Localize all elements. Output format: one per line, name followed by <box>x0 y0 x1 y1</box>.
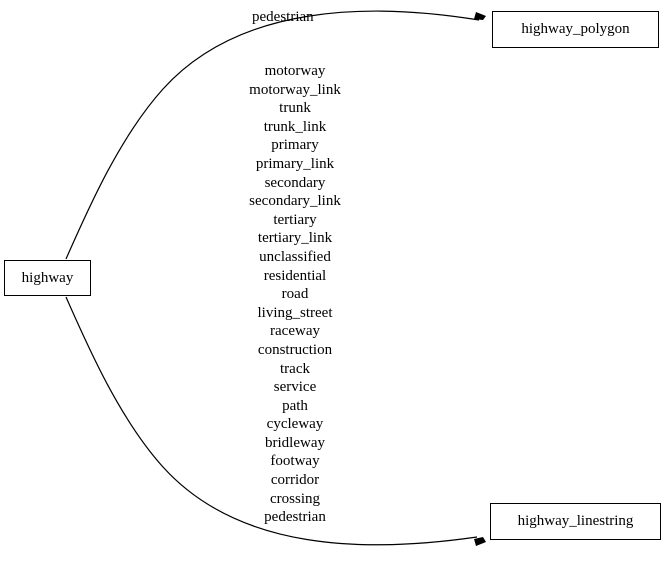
edge-label-item: track <box>280 360 310 377</box>
arrowhead-highway-linestring <box>474 537 486 546</box>
arrowhead-highway-polygon <box>474 12 486 20</box>
edge-label-item: unclassified <box>259 248 331 265</box>
edge-label-item: secondary <box>264 174 326 191</box>
edge-label-item: trunk_link <box>263 118 327 135</box>
edge-label-item: tertiary <box>273 211 317 228</box>
edge-label-item: path <box>282 397 308 414</box>
node-highway-linestring[interactable] <box>490 503 661 540</box>
edge-label-pedestrian <box>252 10 314 25</box>
edge-label-item: service <box>273 379 317 396</box>
edge-label-item: road <box>281 286 309 303</box>
edge-label-item: cycleway <box>266 416 324 433</box>
edge-label-text: pedestrian <box>252 9 314 25</box>
edge-label-item: trunk <box>279 100 311 117</box>
edge-label-item: bridleway <box>265 434 325 451</box>
edge-label-item: living_street <box>257 304 333 321</box>
edge-label-item: primary <box>271 137 319 154</box>
edge-label-item: secondary_link <box>249 193 341 210</box>
node-highway-polygon-label: highway_polygon <box>521 21 630 37</box>
node-highway-linestring-label: highway_linestring <box>517 513 634 529</box>
edge-label-item: corridor <box>270 472 320 489</box>
edge-label-item: construction <box>257 341 333 358</box>
edge-label-item: pedestrian <box>264 509 326 526</box>
edge-label-highway-values <box>195 62 395 527</box>
node-highway-polygon[interactable] <box>492 11 659 48</box>
edge-label-item: footway <box>270 453 320 470</box>
edge-label-item: tertiary_link <box>257 230 333 247</box>
edge-label-item: motorway_link <box>249 81 341 98</box>
edge-label-item: crossing <box>270 490 320 507</box>
edge-label-item: primary_link <box>255 155 335 172</box>
node-highway-label: highway <box>21 269 74 286</box>
edge-label-item: motorway <box>264 63 326 79</box>
edge-label-item: residential <box>263 267 327 284</box>
node-highway[interactable] <box>4 260 91 296</box>
edge-label-item: raceway <box>270 323 320 340</box>
